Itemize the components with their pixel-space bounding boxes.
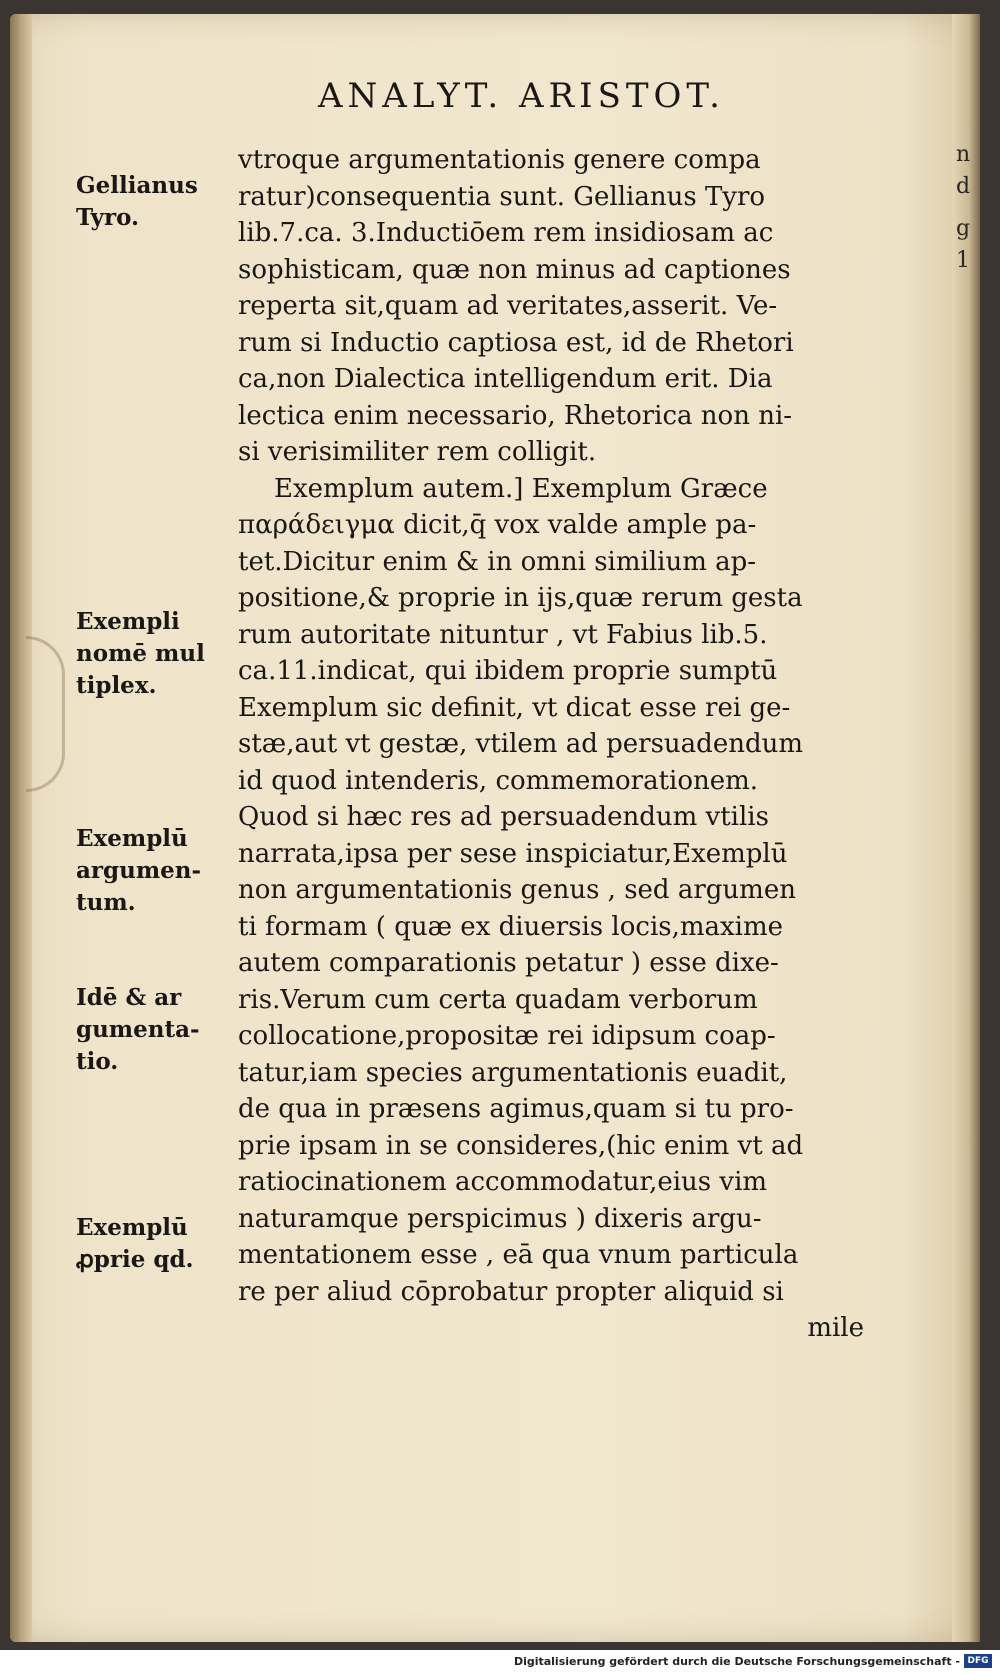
text-line: reperta sit,quam ad veritates,asserit. Ve- [238, 291, 778, 321]
marginal-note [76, 170, 198, 234]
marginal-note [76, 982, 200, 1078]
digitization-footer [0, 1650, 1000, 1674]
marginal-note-line: Idē & ar [76, 984, 182, 1011]
dfg-logo-icon: DFG [964, 1654, 992, 1668]
marginal-note-line: tum. [76, 889, 136, 916]
text-line: sophisticam, quæ non minus ad captiones [238, 254, 791, 285]
facing-page-glyph: 1 [956, 248, 970, 273]
marginal-note-line: Exemplū [76, 825, 188, 852]
text-line: Exemplum sic definit, vt dicat esse rei ge- [238, 692, 791, 723]
text-line: ratur)consequentia sunt. Gellianus Tyro [238, 181, 766, 212]
text-line: stæ,aut vt gestæ, vtilem ad persuadendum [238, 729, 803, 759]
marginal-note [76, 1212, 194, 1276]
marginal-note [76, 606, 205, 702]
text-line: prie ipsam in se consideres,(hic enim vt ad [238, 1130, 804, 1161]
text-line: Quod si hæc res ad persuadendum vtilis [238, 802, 769, 832]
marginal-note-line: tiplex. [76, 672, 157, 699]
running-head: ANALYT. ARISTOT. [318, 76, 725, 116]
text-line: ca.11.indicat, qui ibidem proprie sumptū [238, 656, 778, 686]
catchword: mile [807, 1313, 864, 1343]
text-line: rum autoritate nituntur , vt Fabius lib.5. [238, 619, 768, 650]
text-line: ti formam ( quæ ex diuersis locis,maxime [238, 911, 784, 942]
clasp-mark [26, 636, 65, 792]
text-line: naturamque perspicimus ) dixeris argu- [238, 1203, 762, 1234]
text-line: Exemplum autem.] Exemplum Græce [274, 473, 768, 504]
text-line: tatur,iam species argumentationis euadit, [238, 1057, 788, 1088]
body-text [238, 142, 918, 1347]
text-line: ratiocinationem accommodatur,eius vim [238, 1167, 768, 1197]
marginal-note-line: Tyro. [76, 204, 140, 231]
text-line: id quod intenderis, commemorationem. [238, 765, 759, 796]
marginal-note-line: tio. [76, 1048, 119, 1075]
footer-credit: Digitalisierung gefördert durch die Deutsche Forschungsgemeinschaft - [513, 1655, 960, 1668]
text-line: de qua in præsens agimus,quam si tu pro- [238, 1094, 794, 1124]
text-line: παράδειγμα dicit,q̄ vox valde ample pa- [238, 510, 757, 540]
text-line: lib.7.ca. 3.Inductiōem rem insidiosam ac [238, 218, 774, 248]
text-line: collocatione,propositæ rei idipsum coap- [238, 1021, 776, 1051]
text-line: rum si Inductio captiosa est, id de Rhetori [238, 327, 794, 358]
text-line: lectica enim necessario, Rhetorica non ni- [238, 400, 793, 431]
marginal-note-line: ꝓprie qd. [76, 1246, 194, 1273]
marginal-note-line: Exempli [76, 608, 180, 635]
text-line: si verisimiliter rem colligit. [238, 437, 597, 467]
marginal-note-line: Gellianus [76, 172, 198, 199]
text-line: positione,& proprie in ijs,quæ rerum gesta [238, 583, 803, 613]
text-line: non argumentationis genus , sed argumen [238, 875, 796, 905]
facing-page-glyph: g [956, 216, 971, 241]
text-line: narrata,ipsa per sese inspiciatur,Exemplū [238, 838, 788, 869]
text-line: mentationem esse , eā qua vnum particula [238, 1240, 799, 1270]
marginal-note-line: argumen- [76, 857, 202, 884]
text-line: ca,non Dialectica intelligendum erit. Dia [238, 364, 773, 394]
text-line: tet.Dicitur enim & in omni similium ap- [238, 546, 757, 577]
text-line: re per aliud cōprobatur propter aliquid si [238, 1276, 784, 1307]
marginal-note [76, 823, 201, 919]
text-line: vtroque argumentationis genere compa [238, 145, 761, 175]
marginal-note-line: Exemplū [76, 1214, 188, 1241]
text-line: autem comparationis petatur ) esse dixe- [238, 948, 779, 978]
text-line: ris.Verum cum certa quadam verborum [238, 984, 758, 1015]
facing-page-edge [952, 14, 980, 1642]
book-spine [10, 14, 32, 1642]
marginal-note-line: gumenta- [76, 1016, 200, 1043]
facing-page-glyph: n [956, 142, 971, 167]
facing-page-glyph: d [956, 174, 971, 199]
marginal-note-line: nomē mul [76, 640, 205, 667]
